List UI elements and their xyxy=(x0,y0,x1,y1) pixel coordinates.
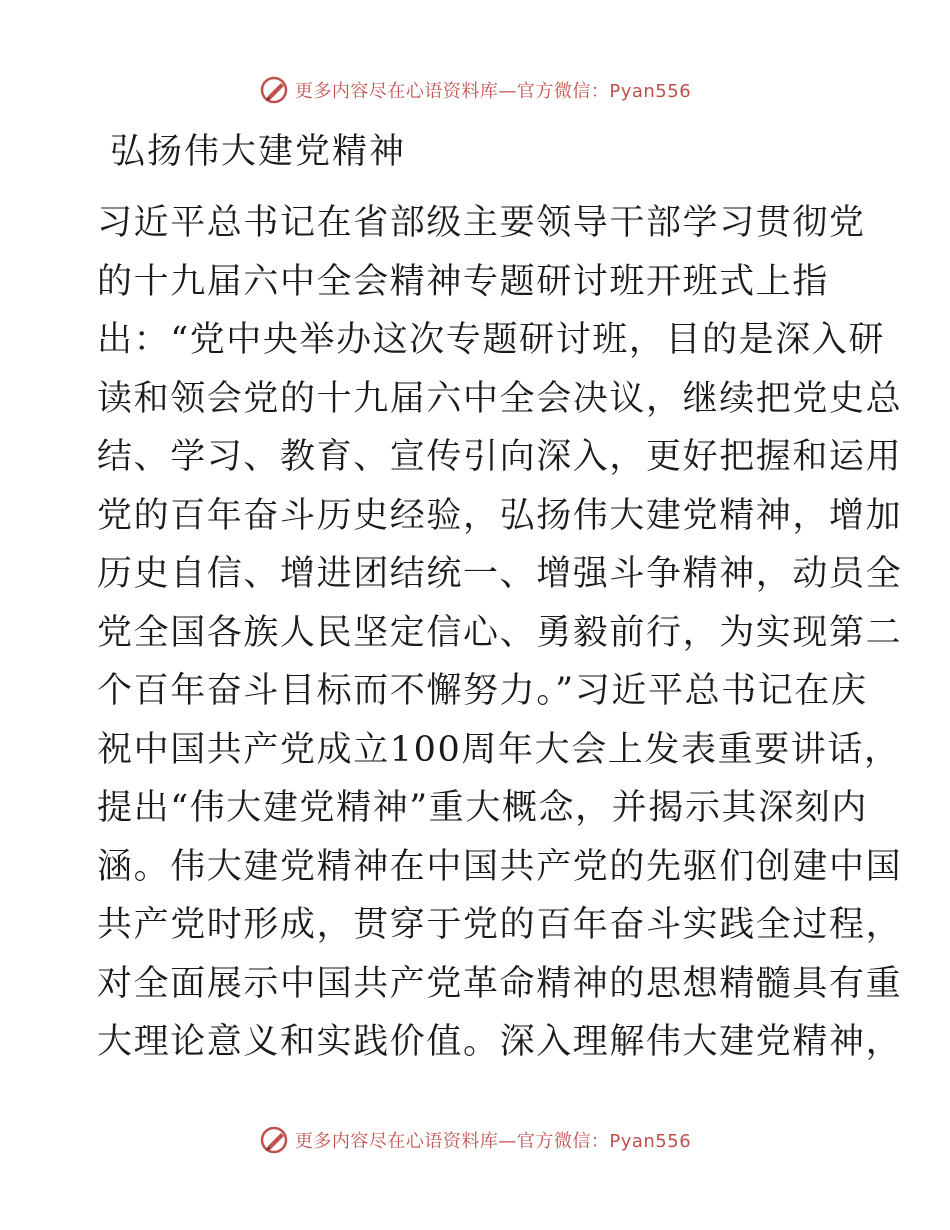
body-line: 读和领会党的十九届六中全会决议，继续把党史总 xyxy=(97,378,903,419)
body-line: 结、学习、教育、宣传引向深入，更好把握和运用 xyxy=(97,437,903,477)
body-line: 共产党时形成，贯穿于党的百年奋斗实践全过程， xyxy=(97,905,903,945)
body-line: 大理论意义和实践价值。深入理解伟大建党精神， xyxy=(97,1022,903,1062)
body-line: 历史自信、增进团结统一、增强斗争精神，动员全 xyxy=(97,554,903,594)
watermark-text: 更多内容尽在心语资料库—官方微信：Pyan556 xyxy=(294,1131,692,1152)
body-line: 涵。伟大建党精神在中国共产党的先驱们创建中国 xyxy=(97,846,903,887)
body-line: 对全面展示中国共产党革命精神的思想精髓具有重 xyxy=(97,963,903,1004)
body-line: 党的百年奋斗历史经验，弘扬伟大建党精神，增加 xyxy=(97,495,903,536)
document-title: 弘扬伟大建党精神 xyxy=(110,132,407,172)
body-line: 出：“党中央举办这次专题研讨班，目的是深入研 xyxy=(97,320,886,360)
footer-watermark xyxy=(0,1123,950,1157)
pen-logo-icon xyxy=(259,1124,291,1156)
body-line: 祝中国共产党成立100周年大会上发表重要讲话， xyxy=(97,729,901,770)
document-body xyxy=(97,200,903,1078)
body-line: 提出“伟大建党精神”重大概念，并揭示其深刻内 xyxy=(97,788,868,828)
pen-logo-icon xyxy=(259,74,291,106)
body-line: 党全国各族人民坚定信心、勇毅前行，为实现第二 xyxy=(97,612,903,653)
header-watermark xyxy=(0,73,950,107)
watermark-text: 更多内容尽在心语资料库—官方微信：Pyan556 xyxy=(294,81,692,102)
body-line: 的十九届六中全会精神专题研讨班开班式上指 xyxy=(97,261,830,302)
body-line: 个百年奋斗目标而不懈努力。”习近平总书记在庆 xyxy=(97,671,868,711)
body-line: 习近平总书记在省部级主要领导干部学习贯彻党 xyxy=(97,203,866,243)
